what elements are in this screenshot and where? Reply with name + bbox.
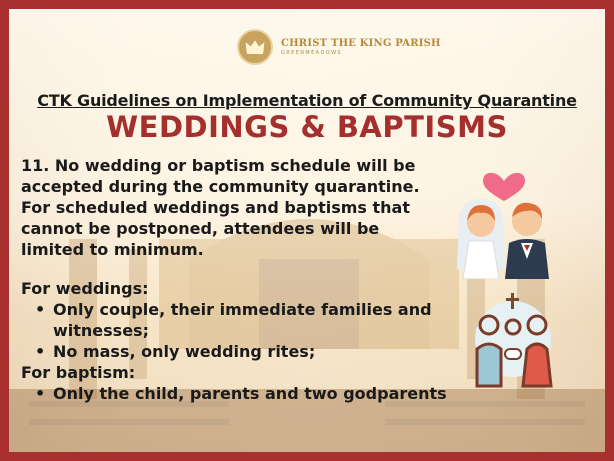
list-item: witnesses; xyxy=(53,321,149,340)
list-item: • Only the child, parents and two godparents xyxy=(35,384,447,403)
rule-line: accepted during the community quarantine. xyxy=(21,177,420,196)
rule-line: 11. No wedding or baptism schedule will be xyxy=(21,156,416,175)
list-item: • Only couple, their immediate families and xyxy=(35,300,432,319)
guidelines-body xyxy=(21,155,461,404)
parish-name: CHRIST THE KING PARISH xyxy=(281,37,441,49)
list-item: • No mass, only wedding rites; xyxy=(35,342,316,361)
baptism-family-icon xyxy=(461,291,561,401)
page-title: WEDDINGS & BAPTISMS xyxy=(106,110,508,144)
rule-line: cannot be postponed, attendees will be xyxy=(21,219,380,238)
guidelines-subtitle: CTK Guidelines on Implementation of Community Quarantine xyxy=(37,91,577,110)
wedding-couple-icon xyxy=(449,159,559,279)
crown-icon xyxy=(237,29,273,65)
poster-panel xyxy=(9,9,605,452)
rule-line: limited to minimum. xyxy=(21,240,204,259)
parish-location: GREENMEADOWS xyxy=(281,49,343,56)
rule-line: For scheduled weddings and baptisms that xyxy=(21,198,410,217)
weddings-heading: For weddings: xyxy=(21,279,149,298)
baptism-heading: For baptism: xyxy=(21,363,136,382)
parish-logo xyxy=(237,29,441,65)
